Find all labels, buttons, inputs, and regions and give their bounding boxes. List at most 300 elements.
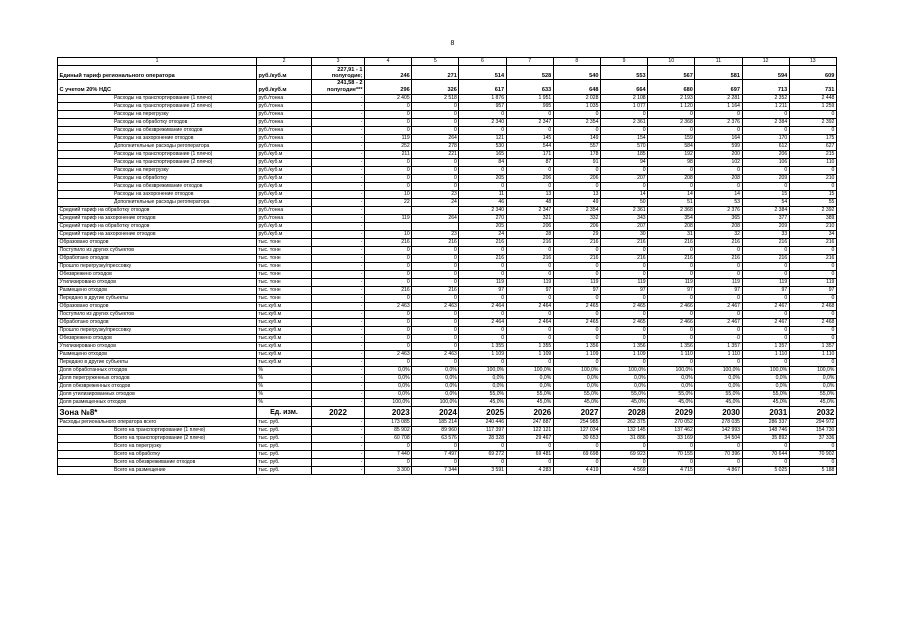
value-cell: 0	[365, 343, 412, 351]
base-year-cell	[312, 103, 365, 111]
row-label: Дополнительные расходы регоператора	[58, 143, 257, 151]
value-cell: 2023	[365, 407, 412, 419]
value-cell: 0	[506, 311, 553, 319]
value-cell: 24	[459, 231, 506, 239]
table-row	[58, 247, 837, 255]
value-cell: 100,0%	[459, 367, 506, 375]
value-cell: 98	[648, 159, 695, 167]
table-row	[58, 311, 837, 319]
unit-cell: тыс.куб.м	[257, 327, 312, 335]
unit-cell: руб./куб.м	[257, 199, 312, 207]
value-cell: 206	[506, 175, 553, 183]
base-year-cell	[312, 263, 365, 271]
value-cell: 10	[365, 231, 412, 239]
value-cell: 0	[365, 459, 412, 467]
value-cell: 0	[412, 279, 459, 287]
value-cell: 0	[600, 295, 647, 303]
value-cell: 100,0%	[648, 367, 695, 375]
table-row	[58, 343, 837, 351]
row-label: Обработано отходов	[58, 255, 257, 263]
value-cell: 100,0%	[365, 399, 412, 407]
value-cell: 0	[648, 311, 695, 319]
row-label: Утилизировано отходов	[58, 279, 257, 287]
table-row	[58, 335, 837, 343]
value-cell: 0	[742, 443, 789, 451]
value-cell: 216	[459, 239, 506, 247]
value-cell: 45,0%	[459, 399, 506, 407]
unit-cell: тыс. руб.	[257, 419, 312, 427]
value-cell: 91	[553, 159, 600, 167]
value-cell: 216	[742, 239, 789, 247]
value-cell: 2 340	[459, 207, 506, 215]
table-row	[58, 231, 837, 239]
unit-cell: руб./тонна	[257, 135, 312, 143]
value-cell: 0	[553, 263, 600, 271]
value-cell: 55,0%	[789, 391, 836, 399]
value-cell: 45,0%	[789, 399, 836, 407]
value-cell: 97	[459, 287, 506, 295]
value-cell: 0,0%	[365, 391, 412, 399]
value-cell: 1 357	[695, 343, 742, 351]
value-cell: 119	[695, 279, 742, 287]
unit-cell: руб./тонна	[257, 215, 312, 223]
value-cell: 97	[695, 287, 742, 295]
value-cell: 2 368	[648, 119, 695, 127]
value-cell: 2 384	[742, 207, 789, 215]
row-label: Расходы на обезвреживание отходов	[58, 183, 257, 191]
value-cell: 2 465	[600, 303, 647, 311]
value-cell: 0	[365, 295, 412, 303]
value-cell: 29 467	[506, 435, 553, 443]
base-year-text: -	[360, 103, 363, 109]
base-year-cell	[312, 255, 365, 263]
value-cell: 4 283	[506, 467, 553, 475]
base-year-cell	[312, 80, 365, 95]
value-cell: 2 368	[648, 207, 695, 215]
value-cell: 0	[742, 247, 789, 255]
table-row	[58, 279, 837, 287]
base-year-cell	[312, 111, 365, 119]
value-cell: 0	[789, 183, 836, 191]
base-year-text: -	[360, 319, 363, 325]
unit-cell: руб./куб.м	[257, 80, 312, 95]
row-label: Обезврежено отходов	[58, 271, 257, 279]
value-cell: 1 109	[600, 351, 647, 359]
table-row	[58, 303, 837, 311]
base-year-text: -	[360, 143, 363, 149]
unit-cell: руб./куб.м	[257, 175, 312, 183]
value-cell: 0,0%	[506, 375, 553, 383]
value-cell: 2 384	[742, 119, 789, 127]
value-cell: 119	[365, 215, 412, 223]
value-cell: 2 466	[648, 303, 695, 311]
value-cell: 69 923	[600, 451, 647, 459]
row-label: Расходы на транспортирование (2 плечо)	[58, 103, 257, 111]
value-cell: 31	[648, 231, 695, 239]
base-year-text: -	[360, 247, 363, 253]
value-cell: 0	[553, 247, 600, 255]
base-year-cell	[312, 167, 365, 175]
value-cell: 100,0%	[742, 367, 789, 375]
value-cell: 0	[695, 295, 742, 303]
value-cell: 45,0%	[506, 399, 553, 407]
value-cell: 0	[648, 327, 695, 335]
unit-cell: тыс. руб.	[257, 459, 312, 467]
base-year-cell	[312, 459, 365, 467]
value-cell: 0	[648, 167, 695, 175]
base-year-cell	[312, 359, 365, 367]
value-cell: 0	[695, 359, 742, 367]
value-cell: 2031	[742, 407, 789, 419]
table-row	[58, 295, 837, 303]
value-cell: 55	[789, 199, 836, 207]
value-cell: 2 467	[695, 319, 742, 327]
table-row	[58, 207, 837, 215]
value-cell: 2 468	[789, 319, 836, 327]
value-cell: 0	[365, 443, 412, 451]
value-cell: 0	[695, 443, 742, 451]
value-cell: 216	[506, 239, 553, 247]
value-cell: 0	[789, 271, 836, 279]
base-year-text: -	[360, 159, 363, 165]
value-cell: 0	[506, 327, 553, 335]
unit-cell: %	[257, 391, 312, 399]
value-cell: 1 164	[695, 103, 742, 111]
value-cell: 216	[600, 255, 647, 263]
unit-cell: руб./куб.м	[257, 183, 312, 191]
value-cell: 119	[365, 135, 412, 143]
value-cell: 270 052	[648, 419, 695, 427]
value-cell: 119	[789, 279, 836, 287]
base-year-text: -	[360, 343, 363, 349]
value-cell: 0	[506, 247, 553, 255]
value-cell: 117 397	[459, 427, 506, 435]
base-year-text: -	[360, 303, 363, 309]
value-cell: 0,0%	[600, 375, 647, 383]
value-cell: 0	[742, 183, 789, 191]
value-cell: 0	[600, 247, 647, 255]
value-cell: 0,0%	[459, 375, 506, 383]
value-cell: 37 336	[789, 435, 836, 443]
value-cell: 0	[695, 111, 742, 119]
unit-cell: Ед. изм.	[257, 407, 312, 419]
value-cell: 0	[459, 271, 506, 279]
base-year-text: полугодие;	[331, 73, 363, 79]
value-cell: 0	[553, 443, 600, 451]
value-cell: 1 109	[506, 351, 553, 359]
base-year-cell	[312, 391, 365, 399]
table-row	[58, 103, 837, 111]
value-cell: 1 876	[459, 95, 506, 103]
value-cell: 0	[742, 271, 789, 279]
value-cell: 2 028	[553, 95, 600, 103]
value-cell: 0,0%	[365, 367, 412, 375]
value-cell: 0	[695, 311, 742, 319]
column-number: 6	[459, 58, 506, 66]
base-year-text: -	[360, 111, 363, 117]
value-cell: 208	[695, 175, 742, 183]
value-cell: 0	[695, 271, 742, 279]
value-cell: 216	[648, 255, 695, 263]
unit-cell: руб./тонна	[257, 127, 312, 135]
row-label: Всего на обезвреживание отходов	[58, 459, 257, 467]
value-cell: 0	[600, 271, 647, 279]
value-cell: 0,0%	[412, 383, 459, 391]
unit-cell: тыс. руб.	[257, 435, 312, 443]
table-row	[58, 167, 837, 175]
unit-cell: руб./тонна	[257, 143, 312, 151]
value-cell: 0	[789, 247, 836, 255]
value-cell: 170	[742, 135, 789, 143]
value-cell: 0	[600, 111, 647, 119]
row-label: Прошло перегрузку/прессовку	[58, 263, 257, 271]
base-year-text: -	[360, 327, 363, 333]
value-cell: 2030	[695, 407, 742, 419]
value-cell: 216	[506, 255, 553, 263]
value-cell: 0,0%	[412, 391, 459, 399]
base-year-text: полугодие***	[327, 87, 363, 93]
value-cell: 63 576	[412, 435, 459, 443]
base-year-cell	[312, 135, 365, 143]
value-cell: 0	[789, 359, 836, 367]
table-row	[58, 127, 837, 135]
value-cell: 206	[506, 223, 553, 231]
value-cell: 1 110	[742, 351, 789, 359]
table-row	[58, 239, 837, 247]
value-cell: 209	[742, 175, 789, 183]
value-cell: 264	[412, 215, 459, 223]
value-cell: 70 644	[742, 451, 789, 459]
value-cell: 1 355	[459, 343, 506, 351]
value-cell: 264	[412, 135, 459, 143]
table-row	[58, 119, 837, 127]
unit-cell: тыс. тонн	[257, 287, 312, 295]
unit-cell: руб./куб.м	[257, 167, 312, 175]
value-cell: 1 120	[648, 103, 695, 111]
value-cell: 553	[600, 66, 647, 80]
value-cell: 148 746	[742, 427, 789, 435]
value-cell: 0	[553, 335, 600, 343]
value-cell: 0	[412, 175, 459, 183]
value-cell: 48	[506, 199, 553, 207]
base-year-text: -	[360, 207, 363, 213]
value-cell: 0	[742, 359, 789, 367]
row-label: Расходы на транспортирование (1 плечо)	[58, 95, 257, 103]
value-cell: 2 467	[742, 303, 789, 311]
value-cell: 100,0%	[412, 399, 459, 407]
value-cell: 216	[789, 255, 836, 263]
value-cell: 0	[459, 443, 506, 451]
value-cell: 97	[648, 287, 695, 295]
value-cell: 216	[789, 239, 836, 247]
value-cell: 46	[459, 199, 506, 207]
value-cell: 0	[459, 311, 506, 319]
row-label: Доля перегруженных отходов	[58, 375, 257, 383]
value-cell: 1 110	[695, 351, 742, 359]
value-cell: 22	[365, 199, 412, 207]
value-cell: 0,0%	[695, 375, 742, 383]
value-cell: 2 518	[412, 95, 459, 103]
value-cell: 2 463	[365, 303, 412, 311]
value-cell: 97	[742, 287, 789, 295]
base-year-cell	[312, 399, 365, 407]
value-cell: 2 392	[789, 119, 836, 127]
base-year-text: -	[360, 199, 363, 205]
value-cell: 32	[695, 231, 742, 239]
value-cell: 0	[459, 327, 506, 335]
value-cell: 1 110	[789, 351, 836, 359]
value-cell: 0	[506, 295, 553, 303]
value-cell: 216	[553, 255, 600, 263]
value-cell: 207	[600, 175, 647, 183]
value-cell: 100,0%	[506, 367, 553, 375]
value-cell: 5 188	[789, 467, 836, 475]
table-row	[58, 467, 837, 475]
base-year-text: -	[360, 127, 363, 133]
row-label: Средний тариф на захоронение отходов	[58, 231, 257, 239]
table-row	[58, 435, 837, 443]
value-cell: 216	[553, 239, 600, 247]
unit-cell: руб./куб.м	[257, 159, 312, 167]
value-cell: 0	[789, 127, 836, 135]
value-cell: 211	[365, 151, 412, 159]
value-cell: 2 361	[600, 207, 647, 215]
value-cell: 173 085	[365, 419, 412, 427]
value-cell: 0	[600, 311, 647, 319]
value-cell: 0	[506, 183, 553, 191]
table-row	[58, 459, 837, 467]
value-cell: 2024	[412, 407, 459, 419]
value-cell: 69 698	[553, 451, 600, 459]
value-cell: 119	[600, 279, 647, 287]
table-row	[58, 427, 837, 435]
value-cell: 262 375	[600, 419, 647, 427]
value-cell: 69 272	[459, 451, 506, 459]
table-row	[58, 383, 837, 391]
base-year-text: -	[360, 467, 363, 473]
value-cell: 1 356	[648, 343, 695, 351]
value-cell: 0	[600, 459, 647, 467]
value-cell: 2 340	[459, 119, 506, 127]
value-cell: 0	[506, 263, 553, 271]
base-year-text: -	[360, 311, 363, 317]
row-label: Всего на обработку	[58, 451, 257, 459]
value-cell: 680	[648, 80, 695, 95]
table-row	[58, 443, 837, 451]
row-label: Передано в другие субъекты	[58, 359, 257, 367]
base-year-text: -	[360, 367, 363, 373]
table-row	[58, 135, 837, 143]
base-year-cell	[312, 191, 365, 199]
value-cell: 100,0%	[600, 367, 647, 375]
value-cell: 2 466	[648, 319, 695, 327]
base-year-cell	[312, 287, 365, 295]
value-cell: 0,0%	[553, 383, 600, 391]
table-row	[58, 80, 837, 95]
row-label: Расходы на обезвреживание отходов	[58, 127, 257, 135]
base-year-text: -	[360, 351, 363, 357]
value-cell: 2028	[600, 407, 647, 419]
value-cell: 0	[412, 183, 459, 191]
column-number: 11	[695, 58, 742, 66]
column-number: 7	[506, 58, 553, 66]
value-cell: 55,0%	[506, 391, 553, 399]
value-cell: 0,0%	[742, 375, 789, 383]
value-cell: 100,0%	[553, 367, 600, 375]
value-cell: 205	[459, 223, 506, 231]
value-cell: 142 993	[695, 427, 742, 435]
value-cell: 2 463	[365, 351, 412, 359]
base-year-cell	[312, 151, 365, 159]
value-cell: 0	[365, 271, 412, 279]
base-year-cell	[312, 319, 365, 327]
row-label: Размещено отходов	[58, 351, 257, 359]
value-cell: 2026	[506, 407, 553, 419]
unit-cell: %	[257, 383, 312, 391]
value-cell: 0,0%	[789, 375, 836, 383]
value-cell: 0	[412, 167, 459, 175]
value-cell: 731	[789, 80, 836, 95]
value-cell: 89 960	[412, 427, 459, 435]
unit-cell: тыс. тонн	[257, 279, 312, 287]
value-cell: 343	[600, 215, 647, 223]
unit-cell: тыс. тонн	[257, 263, 312, 271]
base-year-cell	[312, 303, 365, 311]
value-cell: 119	[459, 279, 506, 287]
row-label: Размещено отходов	[58, 287, 257, 295]
value-cell: 0	[365, 335, 412, 343]
value-cell: 697	[695, 80, 742, 95]
value-cell: 2 465	[553, 303, 600, 311]
value-cell: 0	[412, 127, 459, 135]
base-year-text: -	[360, 119, 363, 125]
value-cell: 100,0%	[695, 367, 742, 375]
tariff-table-sheet	[57, 57, 836, 475]
value-cell: 0	[365, 359, 412, 367]
base-year-text: -	[360, 335, 363, 341]
value-cell: 2 464	[506, 303, 553, 311]
unit-cell: тыс. руб.	[257, 467, 312, 475]
value-cell: 0	[412, 443, 459, 451]
base-year-cell	[312, 311, 365, 319]
value-cell: 278	[412, 143, 459, 151]
unit-cell: тыс. руб.	[257, 427, 312, 435]
row-label: Доля обработанных отходов	[58, 367, 257, 375]
value-cell: 1 357	[789, 343, 836, 351]
value-cell: 216	[459, 255, 506, 263]
value-cell: 2 463	[412, 351, 459, 359]
base-year-cell	[312, 343, 365, 351]
value-cell: 145	[506, 135, 553, 143]
row-label: Расходы на обработку отходов	[58, 119, 257, 127]
value-cell: 0	[789, 311, 836, 319]
value-cell: 0	[412, 111, 459, 119]
value-cell: 216	[600, 239, 647, 247]
value-cell: 30	[600, 231, 647, 239]
unit-cell: тыс. руб.	[257, 451, 312, 459]
value-cell: 70 155	[648, 451, 695, 459]
value-cell: 514	[459, 66, 506, 80]
value-cell: 23	[412, 191, 459, 199]
unit-cell: %	[257, 399, 312, 407]
value-cell: 0,0%	[365, 375, 412, 383]
value-cell: 540	[553, 66, 600, 80]
value-cell: 0	[506, 359, 553, 367]
value-cell: 0	[412, 103, 459, 111]
value-cell: 121	[459, 135, 506, 143]
base-year-text: -	[360, 215, 363, 221]
value-cell: 4 867	[695, 467, 742, 475]
